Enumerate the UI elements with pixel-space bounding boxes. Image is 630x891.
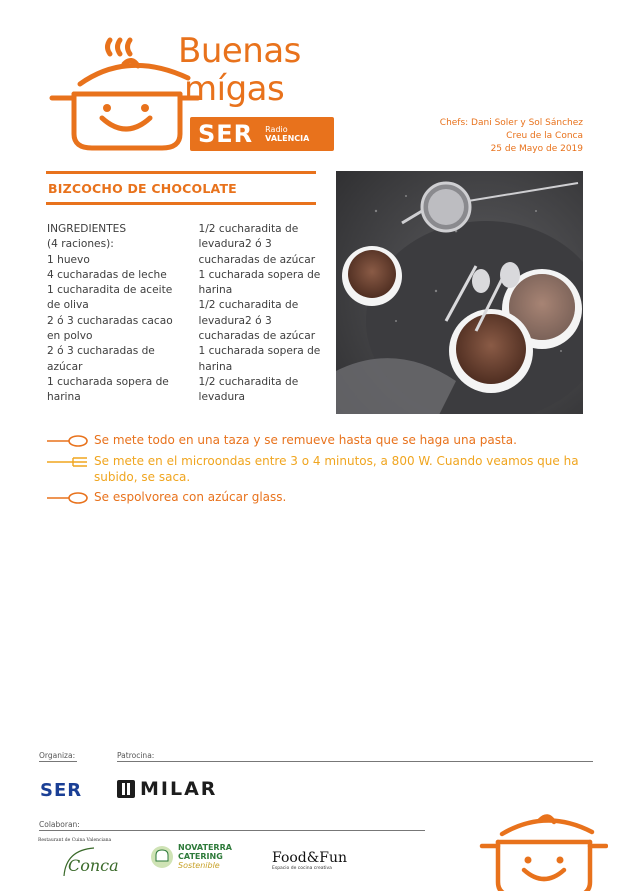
cooking-pot-footer-icon — [478, 806, 608, 891]
chefs-line: Chefs: Dani Soler y Sol Sánchez — [439, 118, 583, 128]
novaterra-logo — [150, 843, 232, 870]
preparation-steps — [46, 432, 591, 510]
conca-word: Conca — [68, 856, 119, 875]
spoon-icon — [46, 433, 88, 449]
ingredient-line: 1/2 cucharadita de levadura — [198, 375, 299, 404]
step-text: Se mete en el microondas entre 3 o 4 minutos, a 800 W. Cuando veamos que ha subido, se saca. — [94, 454, 579, 484]
radio-line-1: Radio — [265, 125, 288, 134]
ingredient-line: 4 cucharadas de leche — [47, 268, 167, 281]
milar-mark-icon — [117, 780, 135, 798]
venue-line: Creu de la Conca — [506, 131, 583, 141]
novaterra-line-2: CATERING — [178, 852, 223, 861]
food-and-fun-word: Food&Fun — [272, 850, 347, 866]
creu-de-la-conca-logo — [38, 838, 118, 880]
brand-title — [178, 32, 301, 108]
ingredient-line: 1/2 cucharadita de levadura2 ó 3 cucharadas de azúcar — [198, 223, 316, 266]
step-item — [46, 489, 591, 506]
fork-icon — [46, 454, 88, 470]
ingredient-line: 1 huevo — [47, 253, 90, 266]
brand-line-2: mígas — [184, 69, 285, 109]
novaterra-line-1: NOVATERRA — [178, 843, 232, 852]
ingredient-line: 2 ó 3 cucharadas de azúcar — [47, 345, 155, 373]
ingredient-line: 2 ó 3 cucharadas cacao en polvo — [47, 314, 173, 343]
milar-logo — [117, 778, 217, 800]
ingredients-list — [47, 222, 332, 410]
ingredient-line: 1 cucharada sopera de harina — [47, 375, 169, 404]
step-text: Se mete todo en una taza y se remueve hasta que se haga una pasta. — [94, 433, 517, 447]
spoon-icon — [46, 490, 88, 506]
food-and-fun-logo — [272, 850, 347, 871]
milar-word: MILAR — [140, 778, 218, 800]
ingredient-line: 1 cucharadita de aceite de oliva — [47, 284, 173, 312]
ser-radio-valencia-badge — [190, 117, 334, 151]
ingredient-line: (4 raciones): — [47, 238, 114, 251]
radio-valencia-label — [265, 125, 309, 143]
recipe-title: BIZCOCHO DE CHOCOLATE — [48, 181, 237, 196]
patrocina-rule — [117, 761, 593, 762]
organiza-label: Organiza: — [39, 751, 76, 760]
conca-subtitle: Restaurant de Cuina Valenciana — [38, 838, 112, 843]
title-bottom-rule — [46, 202, 316, 205]
step-item — [46, 453, 591, 485]
ingredient-line: 1 cucharada sopera de harina — [198, 268, 321, 297]
colaboran-label: Colaboran: — [39, 820, 80, 829]
chef-hat-icon — [150, 845, 174, 869]
ser-footer-logo: SER — [40, 780, 83, 801]
ser-logo: SER — [198, 120, 254, 148]
cooking-pot-logo-icon — [40, 36, 200, 156]
date-line: 25 de Mayo de 2019 — [490, 144, 583, 154]
ingredient-line: INGREDIENTES — [47, 223, 127, 235]
recipe-title-block — [46, 171, 316, 205]
organiza-rule — [39, 761, 77, 762]
step-item — [46, 432, 591, 449]
radio-line-2: VALENCIA — [265, 134, 310, 143]
chocolate-cake-photo — [336, 171, 583, 414]
step-text: Se espolvorea con azúcar glass. — [94, 490, 287, 504]
patrocina-label: Patrocina: — [117, 751, 155, 760]
colaboran-rule — [39, 830, 425, 831]
brand-line-1: Buenas — [178, 31, 301, 71]
novaterra-line-3: Sostenible — [178, 861, 220, 870]
ingredient-line: 1/2 cucharadita de levadura2 ó 3 cucharadas de azúcar — [198, 299, 316, 343]
ingredient-line: 1 cucharada sopera de harina — [198, 345, 321, 373]
food-and-fun-subtitle: Espacio de cocina creativa — [272, 866, 332, 871]
event-info — [440, 117, 583, 156]
